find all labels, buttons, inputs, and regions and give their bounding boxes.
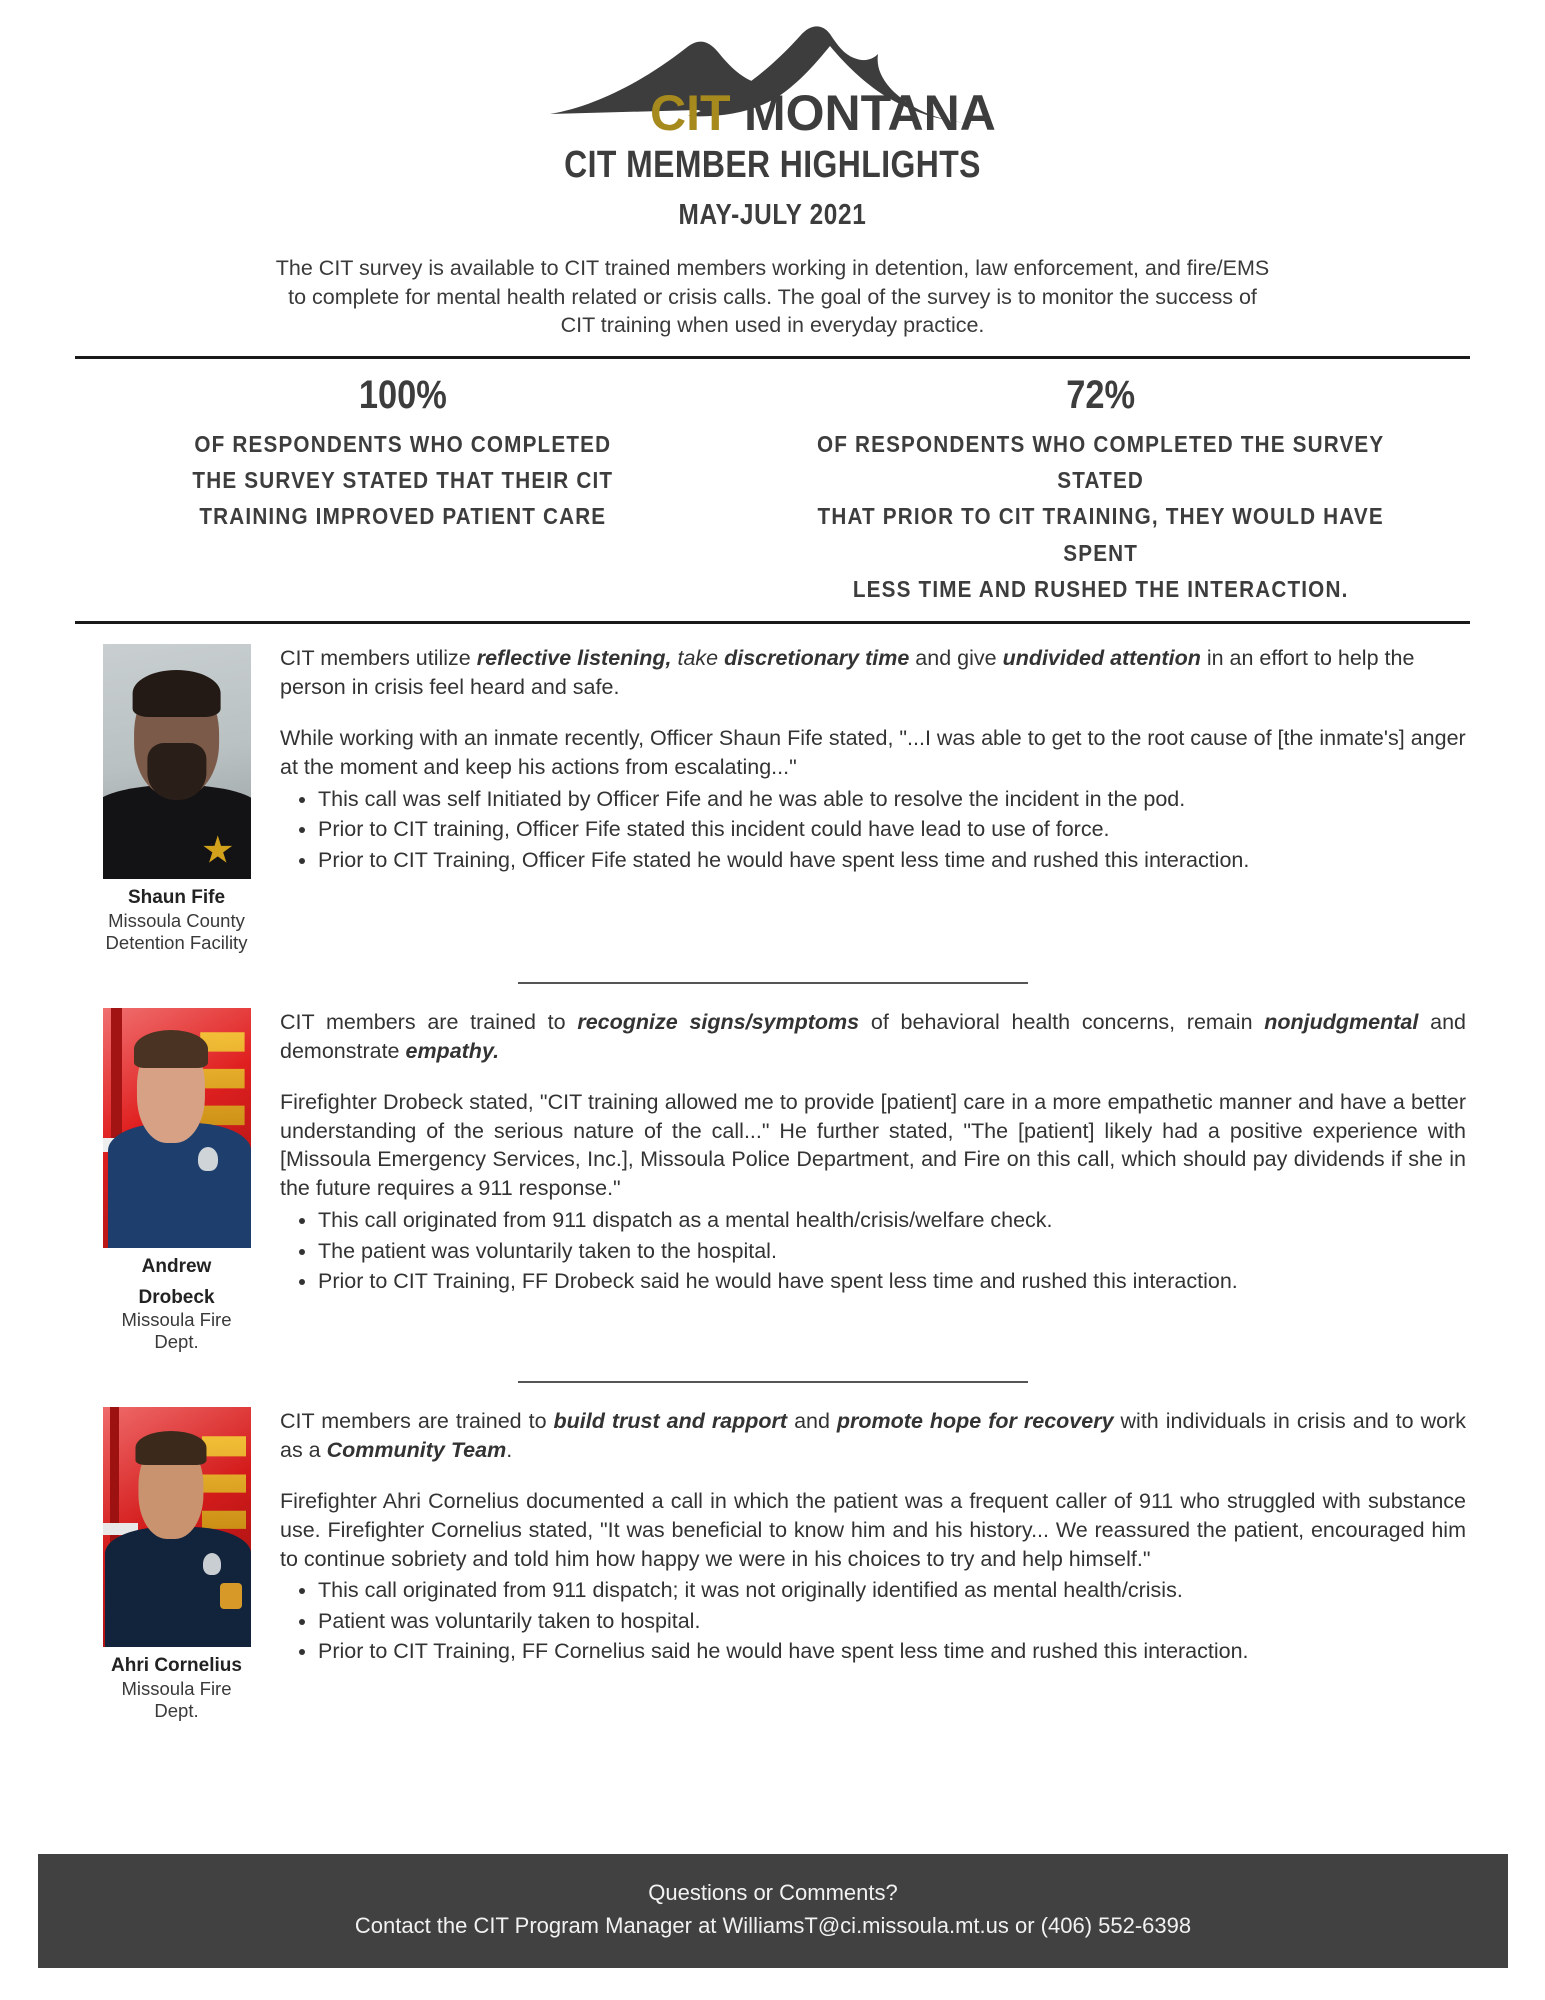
member-name-line2: Drobeck (138, 1286, 215, 1308)
stat-value-2: 72% (1065, 372, 1135, 417)
contact-footer (38, 1854, 1508, 1968)
list-item: • Patient was voluntarily taken to hospital. (318, 1606, 1466, 1637)
member-divider-1 (518, 982, 1028, 984)
stat-caption-2-line2: THAT PRIOR TO CIT TRAINING, THEY WOULD HAVE SPENT (817, 503, 1384, 566)
intro-paragraph: The CIT survey is available to CIT trained members working in detention, law enforcement, and fire/EMS to complete for mental health related or crisis calls. The goal of the survey is to monitor the success of CIT training when used in everyday practice. (275, 256, 1270, 338)
list-item: • This call originated from 911 dispatch as a mental health/crisis/welfare check. (318, 1205, 1466, 1236)
list-item: • Prior to CIT Training, FF Cornelius said he would have spent less time and rushed this interaction. (318, 1636, 1466, 1667)
stat-caption-1 (120, 426, 685, 535)
member-body (260, 644, 1470, 875)
footer-line-1: Questions or Comments? (648, 1880, 898, 1905)
member-bullet-list (280, 1575, 1466, 1667)
member-org-line2: Detention Facility (105, 932, 248, 954)
logo-text-montana: MONTANA (743, 85, 996, 138)
member-photo-column (75, 644, 260, 954)
logo-text-cit: CIT (649, 85, 731, 138)
member-story-text: Firefighter Drobeck stated, "CIT training allowed me to provide [patient] care in a more empathetic manner and have a better understanding of the serious nature of the call..." He further stated, "The [patient] likely had a positive experience with [Missoula Emergency Services, Inc.], Missoula Police Department, and Fire on this call, which should pay dividends if she in the future requires a 911 response." (280, 1089, 1466, 1201)
member-body (260, 1008, 1470, 1296)
member-entry (75, 994, 1470, 1353)
member-photo-column (75, 1407, 260, 1722)
member-intro-text: CIT members are trained to build trust and rapport and promote hope for recovery with individuals in crisis and to work as a Community Team. (280, 1409, 1466, 1463)
mountain-logo-icon (538, 18, 1008, 138)
member-story-text: Firefighter Ahri Cornelius documented a call in which the patient was a frequent caller of 911 who struggled with substance use. Firefighter Cornelius stated, "It was beneficial to know him and his history... We reassured the patient, encouraged him to continue sobriety and told him how happy we were in his choices to try and help himself." (280, 1488, 1466, 1571)
member-highlights-list (75, 624, 1470, 1722)
list-item: • This call was self Initiated by Officer Fife and he was able to resolve the incident in the pod. (318, 784, 1466, 815)
page-title: CIT MEMBER HIGHLIGHTS (564, 144, 981, 186)
stat-value-1: 100% (358, 372, 447, 417)
stat-caption-1-line2: THE SURVEY STATED THAT THEIR CIT (192, 467, 614, 494)
member-photo (103, 1008, 251, 1248)
stat-caption-1-line3: TRAINING IMPROVED PATIENT CARE (199, 503, 607, 530)
list-item: • This call originated from 911 dispatch; it was not originally identified as mental health/crisis. (318, 1575, 1466, 1606)
page-subtitle: MAY-JULY 2021 (678, 199, 867, 231)
member-org-line1: Missoula County (108, 909, 245, 931)
member-intro-text: CIT members utilize reflective listening, take discretionary time and give undivided attention in an effort to help the person in crisis feel heard and safe. (280, 646, 1415, 700)
stat-caption-1-line1: OF RESPONDENTS WHO COMPLETED (194, 430, 612, 457)
brand-logo (0, 0, 1545, 138)
list-item: • The patient was voluntarily taken to the hospital. (318, 1236, 1466, 1267)
member-entry (75, 1393, 1470, 1722)
member-body (260, 1407, 1470, 1667)
member-photo (103, 644, 251, 879)
stat-block-1 (75, 373, 731, 608)
member-entry (75, 630, 1470, 954)
member-bullet-list (280, 1205, 1466, 1297)
stat-caption-2-line3: LESS TIME AND RUSHED THE INTERACTION. (852, 576, 1349, 603)
statistics-row (75, 359, 1470, 608)
member-story-text: While working with an inmate recently, Officer Shaun Fife stated, "...I was able to get to the root cause of [the inmate's] anger at the moment and keep his actions from escalating..." (280, 726, 1466, 779)
member-name: Shaun Fife (127, 887, 226, 909)
member-photo-column (75, 1008, 260, 1353)
stat-caption-2 (780, 426, 1420, 608)
member-org-line1: Missoula Fire (121, 1677, 232, 1699)
member-photo (103, 1407, 251, 1647)
list-item: • Prior to CIT Training, FF Drobeck said he would have spent less time and rushed this interaction. (318, 1266, 1466, 1297)
member-divider-2 (518, 1381, 1028, 1383)
member-name-line1: Andrew (141, 1256, 212, 1278)
list-item: • Prior to CIT Training, Officer Fife stated he would have spent less time and rushed this interaction. (318, 845, 1466, 876)
member-org-line2: Dept. (154, 1331, 199, 1353)
member-bullet-list (280, 784, 1466, 876)
member-org-line1: Missoula Fire (121, 1309, 232, 1331)
stat-block-2 (731, 373, 1470, 608)
footer-line-2: Contact the CIT Program Manager at WilliamsT@ci.missoula.mt.us or (406) 552-6398 (354, 1913, 1192, 1938)
list-item: • Prior to CIT training, Officer Fife stated this incident could have lead to use of force. (318, 814, 1466, 845)
member-intro-text: CIT members are trained to recognize signs/symptoms of behavioral health concerns, remain nonjudgmental and demonstrate empathy. (280, 1010, 1466, 1063)
stat-caption-2-line1: OF RESPONDENTS WHO COMPLETED THE SURVEY STATED (816, 430, 1385, 494)
member-name: Ahri Cornelius (111, 1655, 242, 1677)
member-org-line2: Dept. (154, 1699, 199, 1721)
